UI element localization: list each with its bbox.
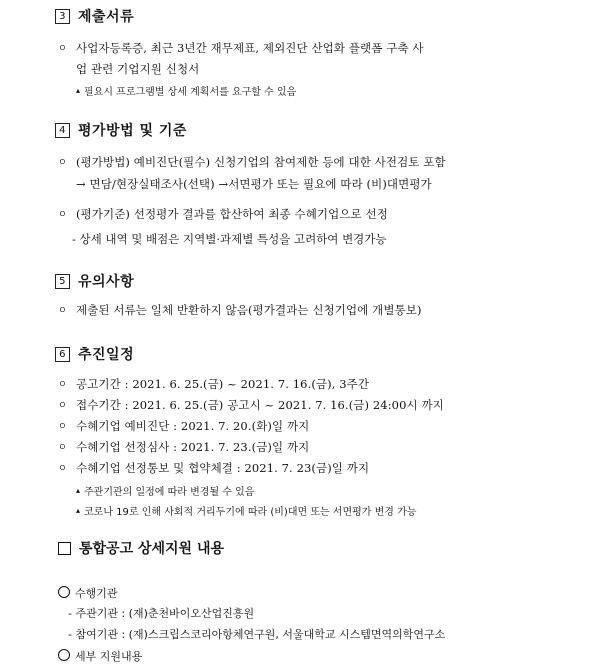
bullet-marker: ㅇ <box>58 443 67 453</box>
s4-item-1-line-2: → 면담/현장실태조사(선택) →서면평가 또는 필요에 따라 (비)대면평가 <box>76 177 432 191</box>
s4-item-2: ㅇ (평가기준) 선정평가 결과를 합산하여 최종 수혜기업으로 선정 <box>58 207 388 221</box>
section-number-box: 4 <box>55 123 70 138</box>
heading-text: 통합공고 상세지원 내용 <box>79 541 224 557</box>
s6-item-4: ㅇ 수혜기업 선정심사 : 2021. 7. 23.(금)일 까지 <box>58 440 310 454</box>
bullet-marker: ㅇ <box>58 158 67 168</box>
note-mark-icon: ▴ <box>76 86 81 95</box>
bullet-marker: ㅇ <box>58 401 67 411</box>
section-title: 유의사항 <box>78 274 135 290</box>
participant-org: - 참여기관 : (재)스크립스코리아항체연구원, 서울대학교 시스템면역의학연구소 <box>68 628 446 641</box>
s6-item-2: ㅇ 접수기간 : 2021. 6. 25.(금) 공고시 ~ 2021. 7. 16.(금) 24:00시 까지 <box>58 398 444 412</box>
section-4-heading <box>55 120 187 140</box>
bullet-marker: ㅇ <box>58 44 67 54</box>
circle-bullet-icon <box>58 649 70 661</box>
s6-note-2: ▴ 코로나 19로 인해 사회적 거리두기에 따라 (비)대면 또는 서면평가 변경 가능 <box>76 506 417 518</box>
s6-item-5: ㅇ 수혜기업 선정통보 및 협약체결 : 2021. 7. 23(금)일 까지 <box>58 461 370 475</box>
section-6-heading <box>55 344 134 364</box>
section-number-box: 3 <box>55 9 70 24</box>
s3-item-1-line-2: 업 관련 기업지원 신청서 <box>76 62 200 76</box>
section-3-heading <box>55 6 134 26</box>
section-number-box: 6 <box>55 347 70 362</box>
s6-item-3: ㅇ 수혜기업 예비진단 : 2021. 7. 20.(화)일 까지 <box>58 419 310 433</box>
section-number-box: 5 <box>55 274 70 289</box>
lead-org: - 주관기관 : (재)춘천바이오산업진흥원 <box>68 607 255 620</box>
s4-dash-1: - 상세 내역 및 배점은 지역별·과제별 특성을 고려하여 변경가능 <box>72 232 387 246</box>
circle-bullet-icon <box>58 586 70 598</box>
detail-label: 세부 지원내용 <box>58 648 142 664</box>
performer-label: 수행기관 <box>58 585 118 601</box>
section-title: 추진일정 <box>78 347 135 363</box>
note-mark-icon: ▴ <box>76 486 81 495</box>
s4-item-1-line-1: ㅇ (평가방법) 예비진단(필수) 신청기업의 참여제한 등에 대한 사전검토 포함 <box>58 155 446 169</box>
s3-note-1: ▴ 필요시 프로그램별 상세 계획서를 요구할 수 있음 <box>76 86 297 98</box>
s3-item-1-line-1: ㅇ 사업자등록증, 최근 3년간 재무제표, 제외진단 산업화 플랫폼 구축 사 <box>58 41 424 55</box>
note-mark-icon: ▴ <box>76 506 81 515</box>
s5-item-1: ㅇ 제출된 서류는 일체 반환하지 않음(평가결과는 신청기업에 개별통보) <box>58 303 422 317</box>
section-5-heading <box>55 271 134 291</box>
bullet-marker: ㅇ <box>58 464 67 474</box>
bullet-marker: ㅇ <box>58 422 67 432</box>
integrated-notice-heading <box>58 538 224 558</box>
bullet-marker: ㅇ <box>58 210 67 220</box>
bullet-marker: ㅇ <box>58 306 67 316</box>
square-box-icon <box>58 542 71 555</box>
s6-item-1: ㅇ 공고기간 : 2021. 6. 25.(금) ~ 2021. 7. 16.(금), 3주간 <box>58 377 370 391</box>
bullet-marker: ㅇ <box>58 380 67 390</box>
section-title: 평가방법 및 기준 <box>78 123 187 139</box>
s6-note-1: ▴ 주관기관의 일정에 따라 변경될 수 있음 <box>76 486 255 498</box>
section-title: 제출서류 <box>78 9 135 25</box>
